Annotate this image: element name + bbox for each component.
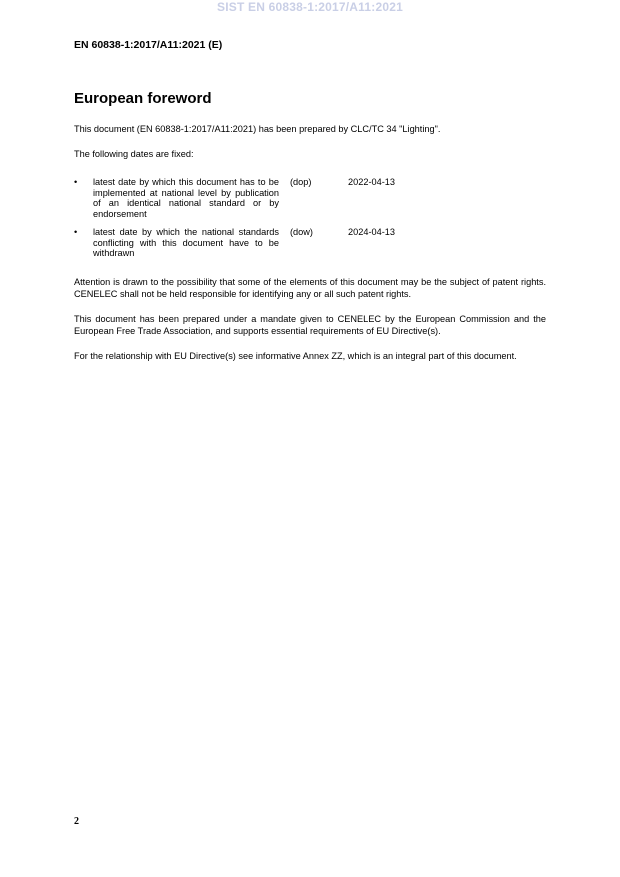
bullet: • [74,177,78,187]
date-value: 2022-04-13 [348,177,395,187]
date-description: latest date by which the national standards conflicting with this document have to be withdrawn [93,227,279,258]
bullet: • [74,227,78,237]
page-number: 2 [74,816,79,827]
date-abbreviation: (dop) [290,177,312,187]
mandate-paragraph: This document has been prepared under a mandate given to CENELEC by the European Commission and the European Free Trade Association, and supports essential requirements of EU Directive(s). [74,314,546,336]
date-abbreviation: (dow) [290,227,313,237]
dates-intro-paragraph: The following dates are fixed: [74,149,194,159]
watermark: SIST EN 60838-1:2017/A11:2021 [217,0,403,14]
date-item-dop [74,177,546,227]
section-heading: European foreword [74,90,212,107]
date-item-dow [74,227,546,267]
dates-list [74,177,546,267]
relationship-paragraph: For the relationship with EU Directive(s) see informative Annex ZZ, which is an integral part of this document. [74,351,517,361]
date-value: 2024-04-13 [348,227,395,237]
attention-paragraph: Attention is drawn to the possibility that some of the elements of this document may be the subject of patent rights. CENELEC shall not be held responsible for identifying any or all such patent rights. [74,277,546,299]
document-identifier: EN 60838-1:2017/A11:2021 (E) [74,39,223,51]
intro-paragraph: This document (EN 60838-1:2017/A11:2021) has been prepared by CLC/TC 34 "Lighting". [74,124,441,134]
date-description: latest date by which this document has to be implemented at national level by publication of an identical national standard or by endorsement [93,177,279,219]
